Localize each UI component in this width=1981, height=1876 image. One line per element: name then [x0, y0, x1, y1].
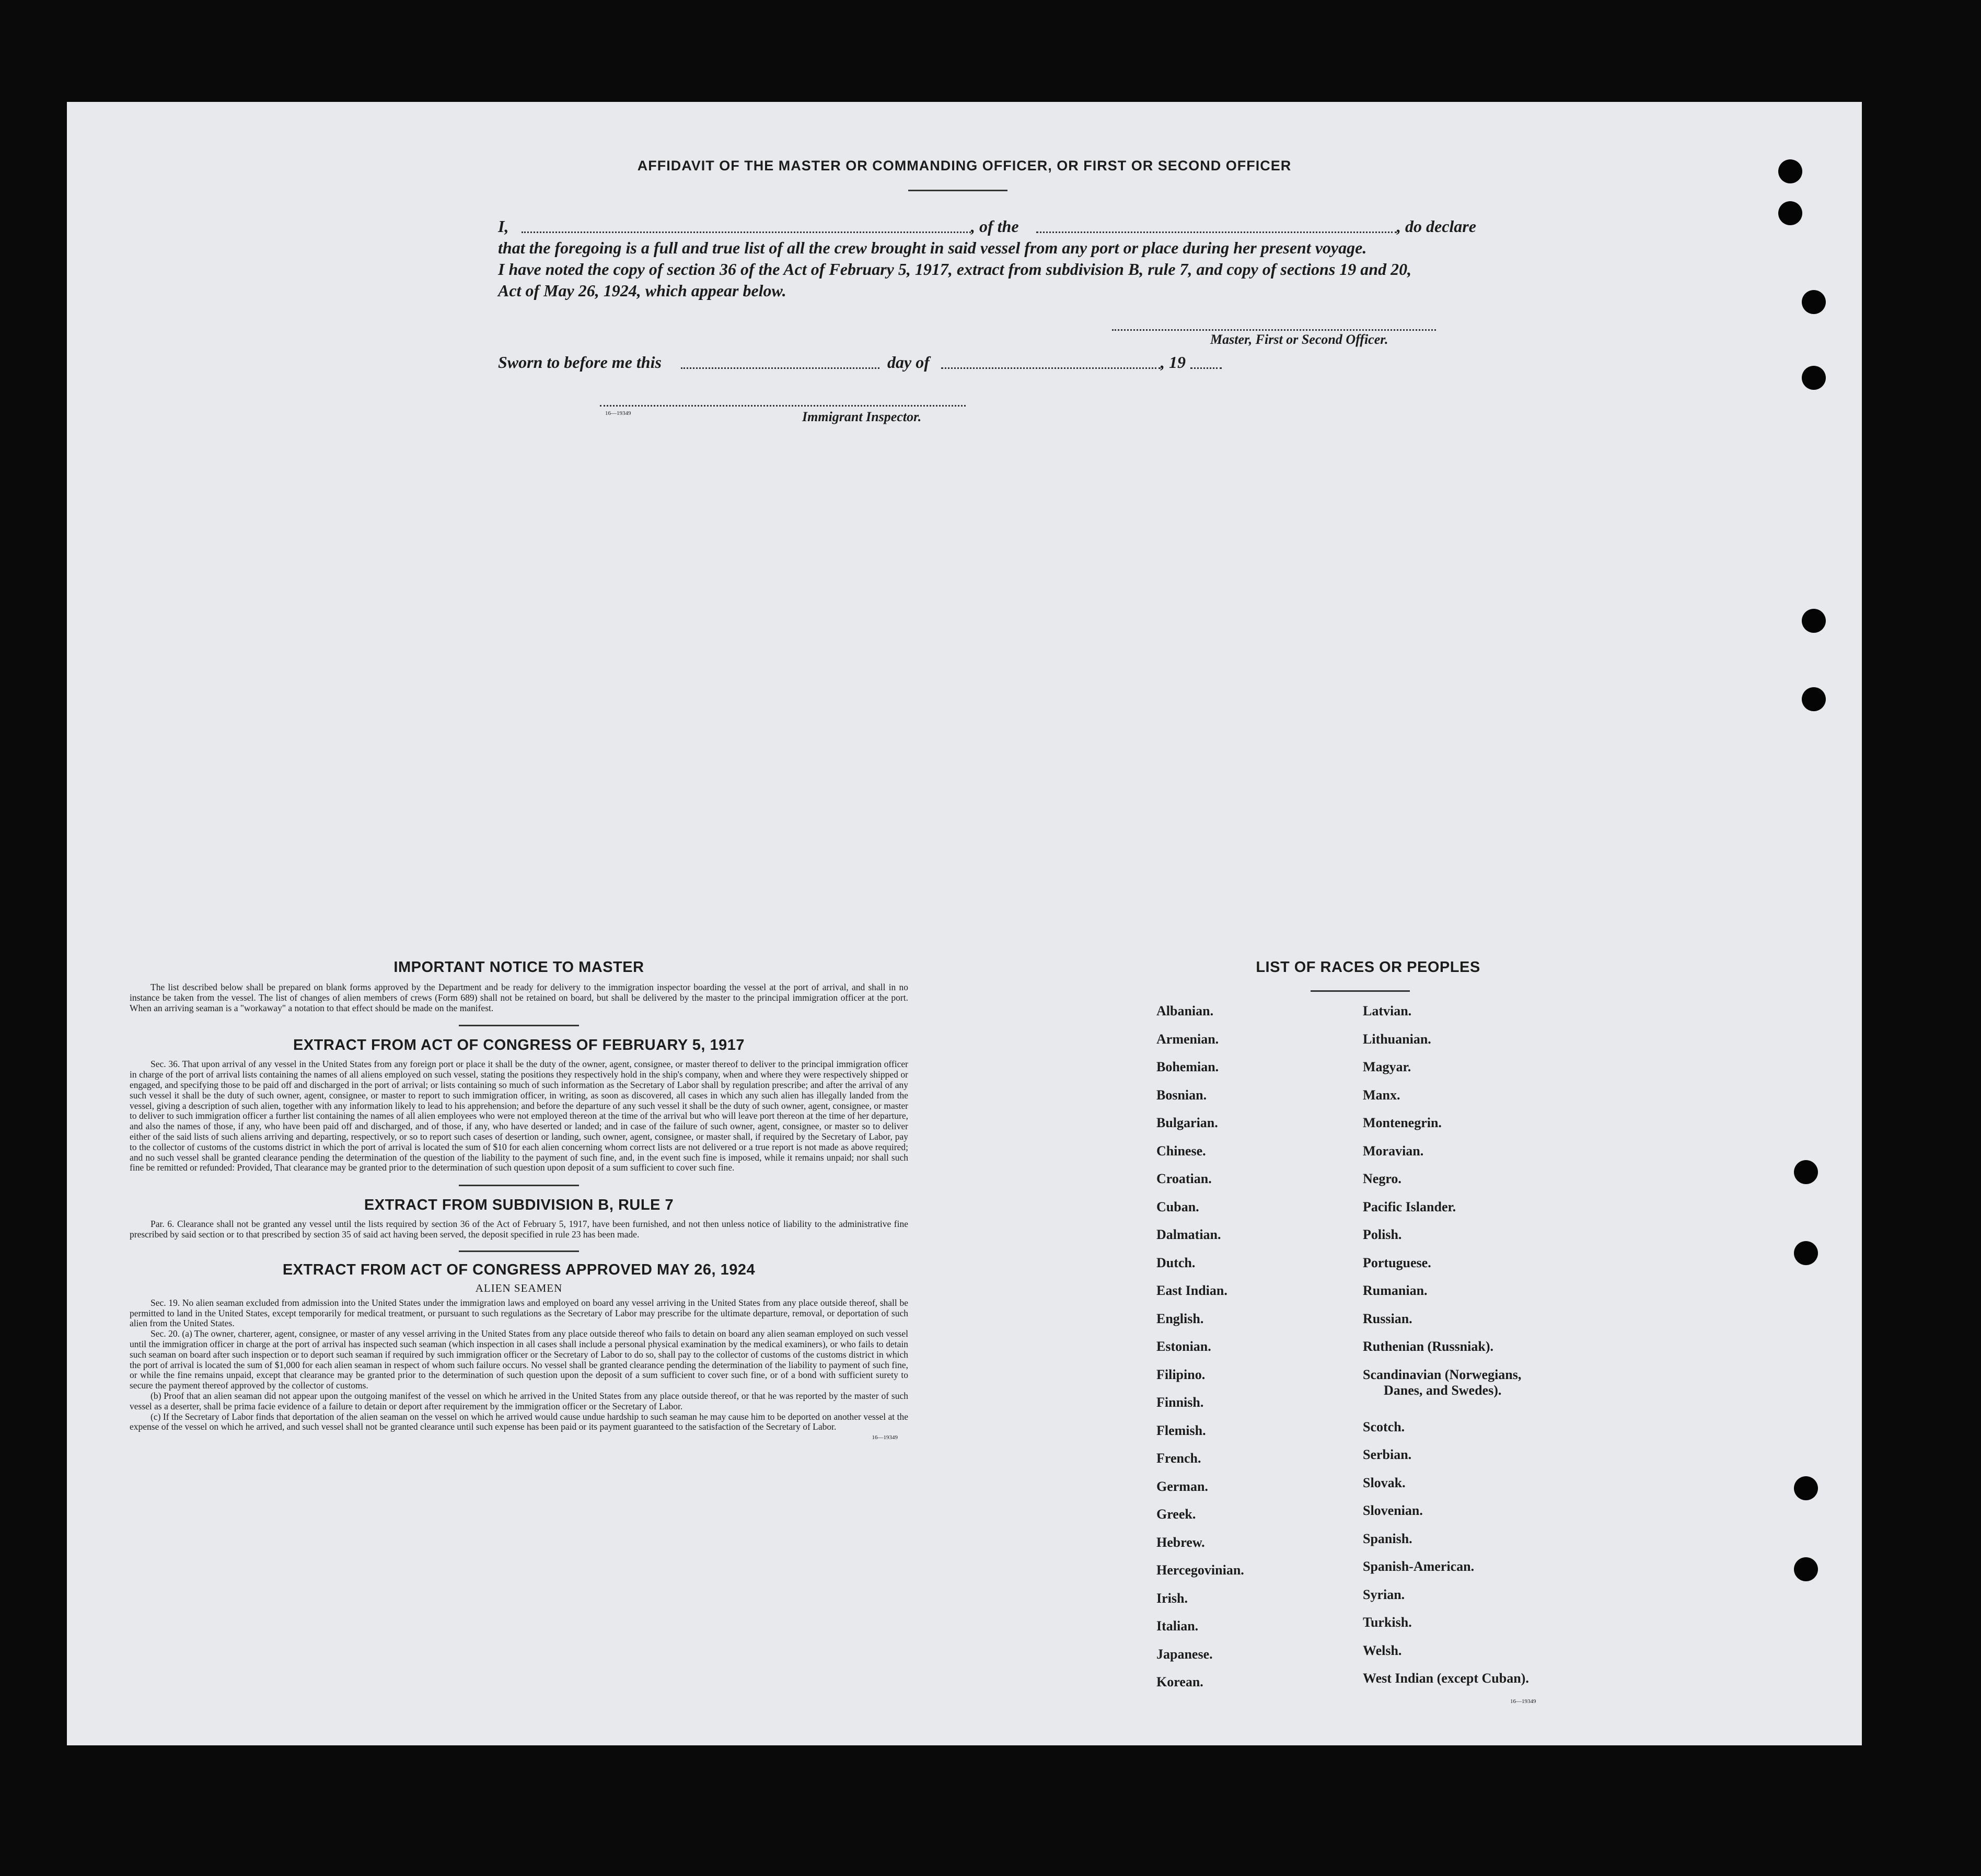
sworn-prefix: Sworn to before me this — [498, 353, 662, 372]
rule7-text: Par. 6. Clearance shall not be granted any vessel until the lists required by section 36 of the Act of February 5, 1917, have been furnished, and not then unless notice of liability to the administrative fine prescribed by said section or to that prescribed by section 35 of said act having been served, the deposit specified in rule 23 has been made. — [130, 1219, 908, 1240]
vessel-blank — [1036, 231, 1397, 233]
race-item: East Indian. — [1156, 1283, 1227, 1298]
race-item: Latvian. — [1363, 1003, 1412, 1018]
extract-1917-title: EXTRACT FROM ACT OF CONGRESS OF FEBRUARY 5, 1917 — [293, 1037, 745, 1054]
affidavit-line-4: Act of May 26, 1924, which appear below. — [498, 281, 786, 300]
race-item: Scotch. — [1363, 1419, 1405, 1434]
race-item: Albanian. — [1156, 1003, 1214, 1018]
race-item: Irish. — [1156, 1590, 1188, 1606]
race-item: Slovak. — [1363, 1475, 1406, 1490]
sworn-day-blank — [681, 367, 879, 369]
inspector-label: Immigrant Inspector. — [802, 409, 922, 424]
race-item: Spanish. — [1363, 1531, 1412, 1546]
binder-hole — [1802, 609, 1826, 633]
notice-title: IMPORTANT NOTICE TO MASTER — [393, 959, 644, 976]
extract-1917-text: Sec. 36. That upon arrival of any vessel in the United States from any foreign port or place it shall be the duty of the owner, agent, consignee, or master thereof to deliver to the principal immigration officer in charge of the port of arrival lists containing the names of all aliens employed on such vessel, stating the positions they respectively hold in the ship's company, when and where they were respectively shipped or engaged, and specifying those to be paid off and discharged in the port of arrival; or lists containing so much of such information as the Secretary of Labor shall by regulation prescribe; and after the arrival of any such vessel it shall be the duty of such owner, agent, consignee, or master to report to such immigration officer, in writing, as soon as discovered, all cases in which any such alien has illegally landed from the vessel, giving a description of such alien, together with any information likely to lead to his apprehension; and before the departure of any such vessel it shall be the duty of such owner, agent, consignee, or master to deliver to such immigration officer a further list containing the names of all alien employees who were not employed thereon at the time of the arrival but who will leave port thereon at the time of her departure, and also the names of those, if any, who have been paid off and discharged, and of those, if any, who have deserted or landed; and in case of the failure of such owner, agent, consignee, or master so to deliver either of the said lists of such aliens arriving and departing, respectively, or so to report such cases of desertion or landing, such owner, agent, consignee, or master shall, if required by the Secretary of Labor, pay to the collector of customs of the customs district in which the port of arrival is located the sum of $10 for each alien concerning whom correct lists are not delivered or a true report is not made as above required; and no such vessel shall be granted clearance pending the determination of the question of the liability to the payment of such fine, and, in the event such fine is imposed, while it remains unpaid; nor shall such fine be remitted or refunded: Provided, That clearance may be granted prior to the determination of such question upon deposit of a sum sufficient to cover such fine. — [130, 1059, 908, 1173]
affidavit-i: I, — [498, 217, 509, 236]
race-item: Flemish. — [1156, 1422, 1206, 1438]
races-divider — [1311, 990, 1410, 992]
master-signature-line — [1112, 329, 1436, 331]
race-item: Croatian. — [1156, 1171, 1212, 1186]
master-label: Master, First or Second Officer. — [1210, 332, 1388, 347]
race-item: Serbian. — [1363, 1447, 1412, 1462]
race-item: Negro. — [1363, 1171, 1401, 1186]
document-sheet — [67, 102, 1862, 1745]
race-item: German. — [1156, 1478, 1208, 1494]
sworn-month-blank — [941, 367, 1161, 369]
race-item: Dutch. — [1156, 1255, 1196, 1270]
race-item: Polish. — [1363, 1227, 1402, 1242]
binder-hole — [1802, 290, 1826, 314]
race-item: Filipino. — [1156, 1367, 1206, 1382]
binder-hole — [1802, 366, 1826, 390]
race-item: Scandinavian (Norwegians, — [1363, 1367, 1522, 1382]
extract-1924-subtitle: ALIEN SEAMEN — [475, 1281, 563, 1294]
race-item: Manx. — [1363, 1087, 1400, 1103]
race-item: Finnish. — [1156, 1395, 1204, 1410]
extract-1917-divider — [459, 1185, 579, 1186]
sec-20a: Sec. 20. (a) The owner, charterer, agent, consignee, or master of any vessel arriving in the United States from any place outside thereof who fails to detain on board any alien seaman employed on such vessel until the immigration officer in charge at the port of arrival has inspected such seaman (which inspection in all cases shall include a personal physical examination by the medical examiners), or who fails to detain such seaman on board after such inspection or to deport such seaman if required by such immigration officer or the Secretary of Labor to do so, shall pay to the collector of customs of the customs district in which the port of arrival is located the sum of $1,000 for each alien seaman in respect of whom such failure occurs. No vessel shall be granted clearance pending the determination of the liability to payment of such fine, or while the fine remains unpaid, except that clearance may be granted prior to the determination of such question upon the deposit of a sum sufficient to cover such fine, or of a bond with sufficient surety to secure the payment thereof approved by the collector of customs. — [130, 1328, 908, 1391]
race-item: Korean. — [1156, 1674, 1203, 1689]
race-item: Welsh. — [1363, 1642, 1402, 1658]
affidavit-form-code: 16—19349 — [605, 410, 631, 416]
race-item: West Indian (except Cuban). — [1363, 1671, 1529, 1686]
race-item: Portuguese. — [1363, 1255, 1431, 1270]
race-item: English. — [1156, 1311, 1204, 1326]
sworn-day-of: day of — [887, 353, 930, 372]
binder-hole — [1778, 201, 1802, 225]
race-item: Estonian. — [1156, 1339, 1211, 1354]
race-item: Turkish. — [1363, 1615, 1412, 1630]
race-item: Spanish-American. — [1363, 1559, 1475, 1574]
races-form-code: 16—19349 — [1510, 1698, 1536, 1705]
sec-19: Sec. 19. No alien seaman excluded from admission into the United States under the immigration laws and employed on board any vessel arriving in the United States from any place outside thereof, shall be permitted to land in the United States, except temporarily for medical treatment, or pursuant to such regulations as the Secretary of Labor may prescribe for the ultimate departure, removal, or deportation of such alien from the United States. — [130, 1297, 908, 1329]
notice-divider — [459, 1025, 579, 1026]
extract-1924-title: EXTRACT FROM ACT OF CONGRESS APPROVED MAY 26, 1924 — [282, 1261, 756, 1278]
binder-hole — [1794, 1557, 1818, 1581]
sworn-line — [498, 352, 1230, 373]
sec-20c: (c) If the Secretary of Labor finds that deportation of the alien seaman on the vessel on which he arrived would cause undue hardship to such seaman he may cause him to be deported on another vessel at the expense of the vessel on which he arrived, and such vessel shall not be granted clearance until such expense has been paid or its payment guaranteed to the satisfaction of the Secretary of Labor. — [130, 1411, 908, 1432]
extract-1924-form-code: 16—19349 — [872, 1434, 898, 1441]
notice-section — [130, 959, 908, 1441]
affidavit-body — [498, 216, 1533, 302]
race-item: Slovenian. — [1363, 1503, 1423, 1518]
race-item: Lithuanian. — [1363, 1031, 1431, 1047]
binder-hole — [1802, 687, 1826, 711]
rule7-title: EXTRACT FROM SUBDIVISION B, RULE 7 — [364, 1197, 674, 1214]
sworn-year-blank — [1190, 367, 1222, 369]
race-item: Moravian. — [1363, 1143, 1424, 1159]
inspector-signature-line — [600, 405, 966, 407]
extract-1924-text — [130, 1298, 908, 1432]
race-item: Pacific Islander. — [1363, 1199, 1456, 1214]
binder-hole — [1794, 1476, 1818, 1500]
race-item: Montenegrin. — [1363, 1115, 1442, 1130]
race-item: Russian. — [1363, 1311, 1412, 1326]
race-item: Magyar. — [1363, 1059, 1411, 1074]
race-item: Bosnian. — [1156, 1087, 1207, 1103]
affidavit-line-3: I have noted the copy of section 36 of the Act of February 5, 1917, extract from subdivision B, rule 7, and copy of sections 19 and 20, — [498, 260, 1412, 279]
race-item: Danes, and Swedes). — [1384, 1382, 1502, 1398]
binder-hole — [1794, 1241, 1818, 1265]
rule7-divider — [459, 1250, 579, 1252]
notice-text: The list described below shall be prepared on blank forms approved by the Department and be ready for delivery to the immigration inspector boarding the vessel at the port of arrival, and shall in no instance be taken from the vessel. The list of changes of alien members of crews (Form 689) shall not be retained on board, but shall be delivered by the master to the principal immigration officer at the port. When an arriving seaman is a "workaway" a notation to that effect should be made on the manifest. — [130, 982, 908, 1013]
race-item: Japanese. — [1156, 1646, 1213, 1662]
race-item: Dalmatian. — [1156, 1227, 1221, 1242]
affidavit-title: AFFIDAVIT OF THE MASTER OR COMMANDING OFFICER, OR FIRST OR SECOND OFFICER — [637, 158, 1292, 173]
affidavit-do-declare: , do declare — [1397, 217, 1476, 236]
race-item: Italian. — [1156, 1618, 1199, 1634]
sec-20b: (b) Proof that an alien seaman did not appear upon the outgoing manifest of the vessel on which he arrived in the United States from any place outside thereof, or that he was reported by the master of such vessel as a deserter, shall be prima facie evidence of a failure to detain or deport after requirement by the immigration officer or the Secretary of Labor. — [130, 1390, 908, 1411]
races-title: LIST OF RACES OR PEOPLES — [1256, 959, 1480, 976]
race-item: Hebrew. — [1156, 1534, 1205, 1550]
race-item: Armenian. — [1156, 1031, 1219, 1047]
title-divider — [908, 190, 1007, 191]
race-item: French. — [1156, 1451, 1201, 1466]
sworn-year: , 19 — [1161, 353, 1186, 372]
race-item: Rumanian. — [1363, 1283, 1428, 1298]
affidavit-line-2: that the foregoing is a full and true list of all the crew brought in said vessel from any port or place during her present voyage. — [498, 238, 1367, 257]
name-blank — [522, 231, 971, 233]
race-item: Chinese. — [1156, 1143, 1206, 1159]
race-item: Hercegovinian. — [1156, 1562, 1244, 1578]
affidavit-of-the: , of the — [971, 217, 1019, 236]
race-item: Ruthenian (Russniak). — [1363, 1339, 1493, 1354]
race-item: Bulgarian. — [1156, 1115, 1218, 1130]
race-item: Bohemian. — [1156, 1059, 1219, 1074]
binder-hole — [1778, 159, 1802, 183]
race-item: Greek. — [1156, 1507, 1196, 1522]
race-item: Cuban. — [1156, 1199, 1199, 1214]
race-item: Syrian. — [1363, 1587, 1405, 1602]
binder-hole — [1794, 1160, 1818, 1184]
